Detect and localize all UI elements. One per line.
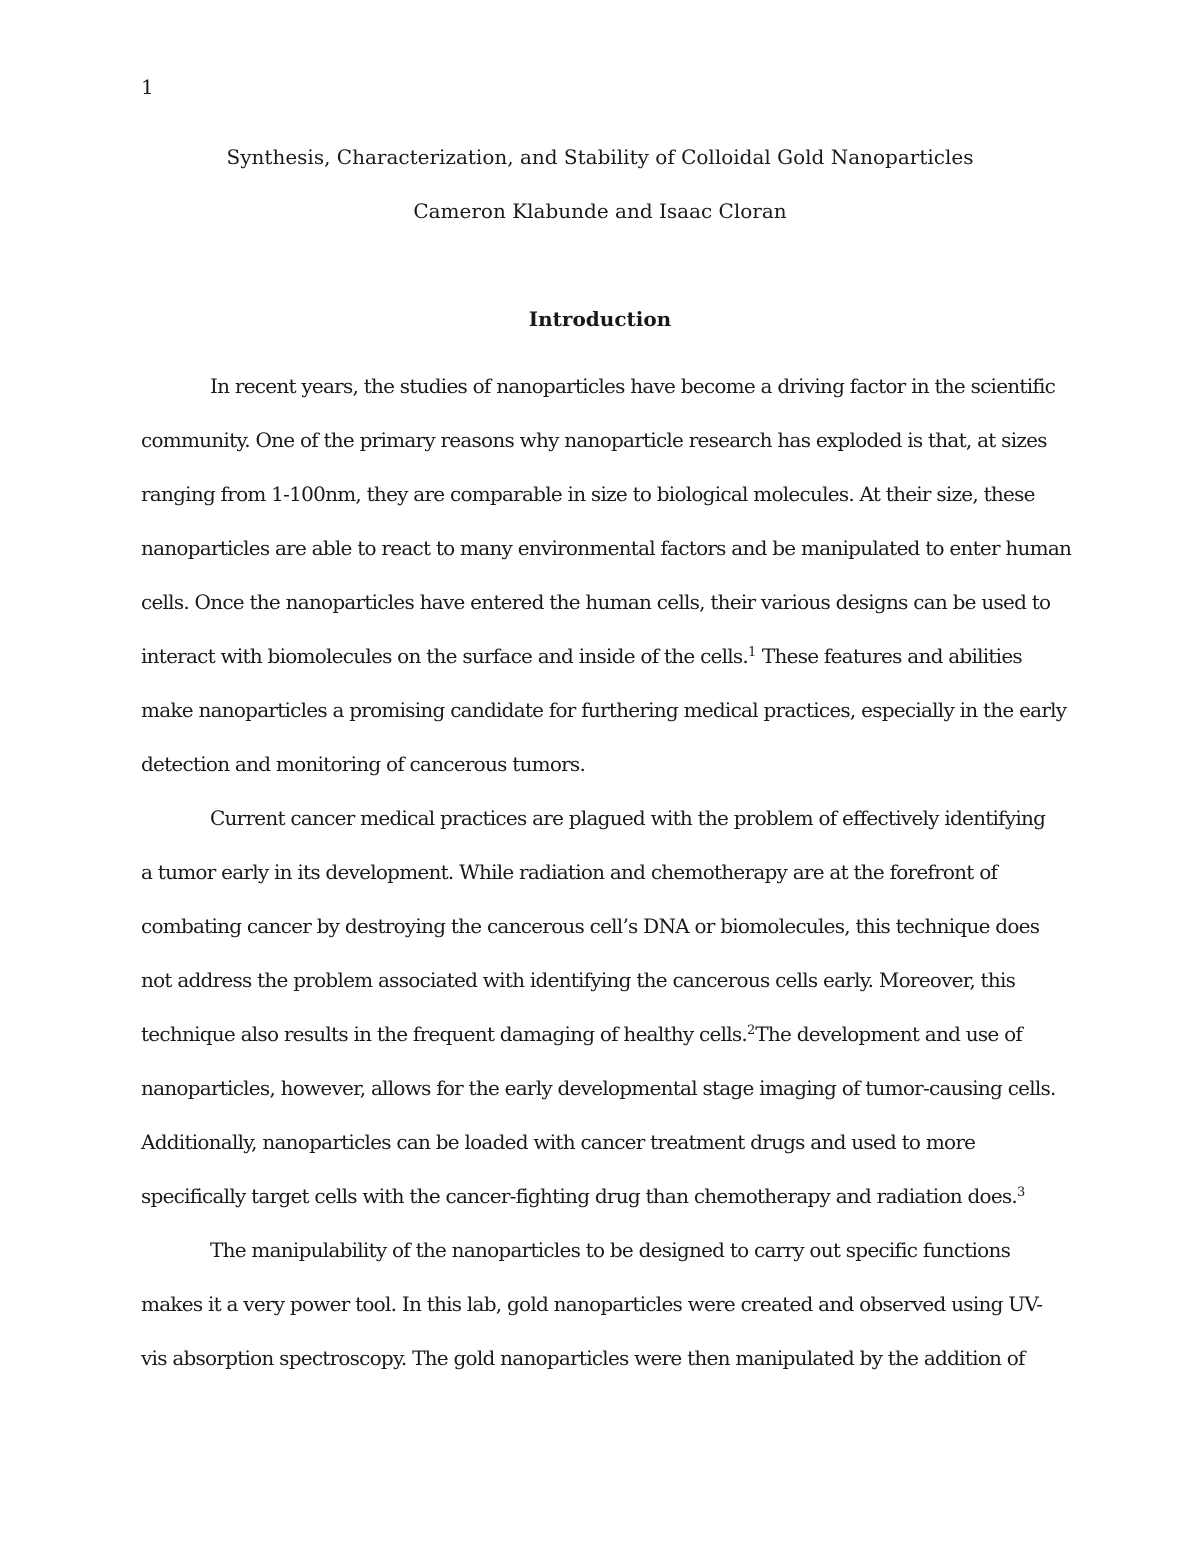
paragraph-line: makes it a very power tool. In this lab, gold nanoparticles were created and observed using UV- — [141, 1292, 1043, 1316]
section-heading: Introduction — [528, 307, 672, 331]
paragraph-line: The manipulability of the nanoparticles to be designed to carry out specific functions — [210, 1238, 1011, 1262]
body-text — [141, 359, 1072, 1385]
page-number: 1 — [141, 75, 154, 99]
paper-authors: Cameron Klabunde and Isaac Cloran — [413, 199, 787, 223]
paragraph-line: ranging from 1-100nm, they are comparable in size to biological molecules. At their size, these — [141, 482, 1035, 506]
paragraph-line: technique also results in the frequent damaging of healthy cells.$^2$The development and use of — [141, 1022, 1023, 1046]
paragraph-line: Current cancer medical practices are plagued with the problem of effectively identifying — [210, 806, 1046, 830]
paragraph-line: community. One of the primary reasons why nanoparticle research has exploded is that, at sizes — [141, 428, 1047, 452]
paragraph-1 — [141, 359, 1072, 791]
paragraph-line: detection and monitoring of cancerous tumors. — [141, 752, 586, 776]
paragraph-line: a tumor early in its development. While radiation and chemotherapy are at the forefront of — [141, 860, 998, 884]
citation-superscript: 2 — [747, 1023, 756, 1038]
paragraph-line: specifically target cells with the cancer-fighting drug than chemotherapy and radiation does.$^3$ — [141, 1184, 1026, 1208]
paper-title: Synthesis, Characterization, and Stability of Colloidal Gold Nanoparticles — [226, 145, 974, 169]
paragraph-line: nanoparticles, however, allows for the early developmental stage imaging of tumor-causing cells. — [141, 1076, 1056, 1100]
paragraph-line: make nanoparticles a promising candidate for furthering medical practices, especially in the early — [141, 698, 1067, 722]
citation-superscript: 1 — [748, 645, 757, 660]
paragraph-line: interact with biomolecules on the surface and inside of the cells.$^1$ These features and abilities — [141, 644, 1022, 668]
paragraph-line: combating cancer by destroying the cancerous cell’s DNA or biomolecules, this technique does — [141, 914, 1040, 938]
paragraph-line: cells. Once the nanoparticles have entered the human cells, their various designs can be used to — [141, 590, 1051, 614]
paragraph-line: nanoparticles are able to react to many environmental factors and be manipulated to enter human — [141, 536, 1072, 560]
paragraph-line: vis absorption spectroscopy. The gold nanoparticles were then manipulated by the addition of — [141, 1346, 1025, 1370]
citation-superscript: 3 — [1017, 1185, 1026, 1200]
paragraph-2 — [141, 791, 1059, 1223]
paragraph-line: In recent years, the studies of nanoparticles have become a driving factor in the scientific — [210, 374, 1056, 398]
paragraph-3 — [141, 1223, 1059, 1385]
paragraph-line: Additionally, nanoparticles can be loaded with cancer treatment drugs and used to more — [141, 1130, 976, 1154]
paragraph-line: not address the problem associated with identifying the cancerous cells early. Moreover, this — [141, 968, 1016, 992]
